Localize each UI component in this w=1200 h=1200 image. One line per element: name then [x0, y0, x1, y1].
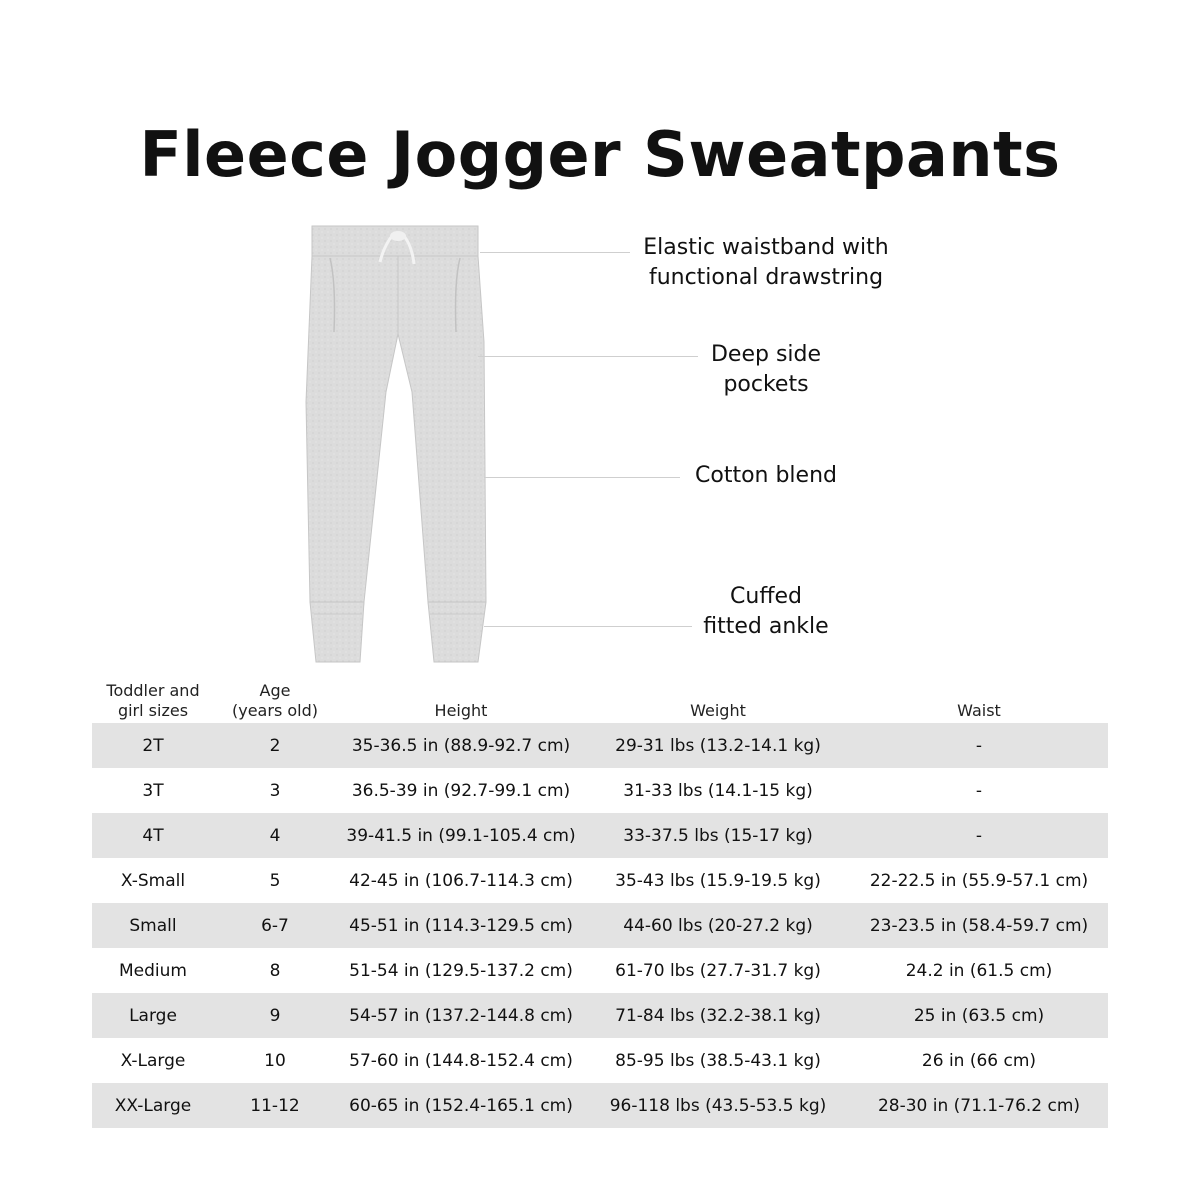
weight-cell: 71-84 lbs (32.2-38.1 kg)	[615, 1005, 821, 1026]
table-row	[92, 948, 1108, 993]
callout-line	[484, 477, 680, 478]
callout-cotton: Cotton blend	[695, 463, 837, 488]
waist-cell: -	[975, 780, 983, 801]
waist-cell: 28-30 in (71.1-76.2 cm)	[877, 1095, 1081, 1116]
table-row	[92, 813, 1108, 858]
size-cell: XX-Large	[114, 1095, 192, 1116]
age-cell: 9	[269, 1005, 281, 1026]
age-cell: 6-7	[261, 915, 289, 936]
header-waist: Waist	[957, 701, 1001, 720]
header-height: Height	[434, 701, 488, 720]
weight-cell: 44-60 lbs (20-27.2 kg)	[623, 915, 813, 936]
size-chart-table	[92, 676, 1108, 1128]
age-cell: 8	[269, 960, 281, 981]
waist-cell: -	[975, 825, 983, 846]
size-cell: Large	[129, 1005, 177, 1026]
table-row	[92, 903, 1108, 948]
age-cell: 4	[269, 825, 281, 846]
size-cell: X-Small	[120, 870, 186, 891]
size-cell: 3T	[142, 780, 164, 801]
waist-cell: 23-23.5 in (58.4-59.7 cm)	[869, 915, 1089, 936]
table-row	[92, 858, 1108, 903]
table-row	[92, 1038, 1108, 1083]
height-cell: 39-41.5 in (99.1-105.4 cm)	[346, 825, 576, 846]
header-weight: Weight	[690, 701, 746, 720]
table-header-row	[92, 676, 1108, 723]
callout-waistband: Elastic waistband with functional drawstring	[643, 235, 889, 290]
callout-line	[480, 252, 630, 253]
height-cell: 60-65 in (152.4-165.1 cm)	[349, 1095, 573, 1116]
table-row	[92, 768, 1108, 813]
age-cell: 2	[269, 735, 281, 756]
age-cell: 5	[269, 870, 281, 891]
waist-cell: -	[975, 735, 983, 756]
callout-line	[484, 626, 692, 627]
table-row	[92, 993, 1108, 1038]
age-cell: 10	[264, 1050, 286, 1071]
weight-cell: 33-37.5 lbs (15-17 kg)	[623, 825, 813, 846]
height-cell: 57-60 in (144.8-152.4 cm)	[349, 1050, 573, 1071]
callout-cuffed: Cuffed fitted ankle	[703, 584, 829, 639]
page-title: Fleece Jogger Sweatpants	[139, 118, 1061, 191]
waist-cell: 25 in (63.5 cm)	[913, 1005, 1045, 1026]
size-cell: X-Large	[120, 1050, 186, 1071]
weight-cell: 96-118 lbs (43.5-53.5 kg)	[609, 1095, 827, 1116]
header-size: Toddler and girl sizes	[106, 681, 200, 720]
size-cell: Medium	[119, 960, 187, 981]
waist-cell: 24.2 in (61.5 cm)	[905, 960, 1053, 981]
weight-cell: 85-95 lbs (38.5-43.1 kg)	[615, 1050, 821, 1071]
weight-cell: 61-70 lbs (27.7-31.7 kg)	[615, 960, 821, 981]
age-cell: 3	[269, 780, 281, 801]
size-cell: 2T	[142, 735, 164, 756]
weight-cell: 31-33 lbs (14.1-15 kg)	[623, 780, 813, 801]
size-cell: Small	[129, 915, 177, 936]
callout-pockets: Deep side pockets	[710, 342, 822, 397]
size-cell: 4T	[142, 825, 164, 846]
weight-cell: 29-31 lbs (13.2-14.1 kg)	[615, 735, 821, 756]
height-cell: 51-54 in (129.5-137.2 cm)	[349, 960, 573, 981]
height-cell: 45-51 in (114.3-129.5 cm)	[349, 915, 573, 936]
table-row	[92, 1083, 1108, 1128]
table-row	[92, 723, 1108, 768]
waist-cell: 22-22.5 in (55.9-57.1 cm)	[869, 870, 1089, 891]
height-cell: 54-57 in (137.2-144.8 cm)	[349, 1005, 573, 1026]
header-age: Age (years old)	[232, 681, 318, 720]
height-cell: 36.5-39 in (92.7-99.1 cm)	[351, 780, 571, 801]
weight-cell: 35-43 lbs (15.9-19.5 kg)	[615, 870, 821, 891]
height-cell: 42-45 in (106.7-114.3 cm)	[349, 870, 573, 891]
jogger-pants-image	[300, 222, 490, 668]
height-cell: 35-36.5 in (88.9-92.7 cm)	[351, 735, 571, 756]
callout-line	[478, 356, 698, 357]
waist-cell: 26 in (66 cm)	[921, 1050, 1037, 1071]
age-cell: 11-12	[250, 1095, 300, 1116]
